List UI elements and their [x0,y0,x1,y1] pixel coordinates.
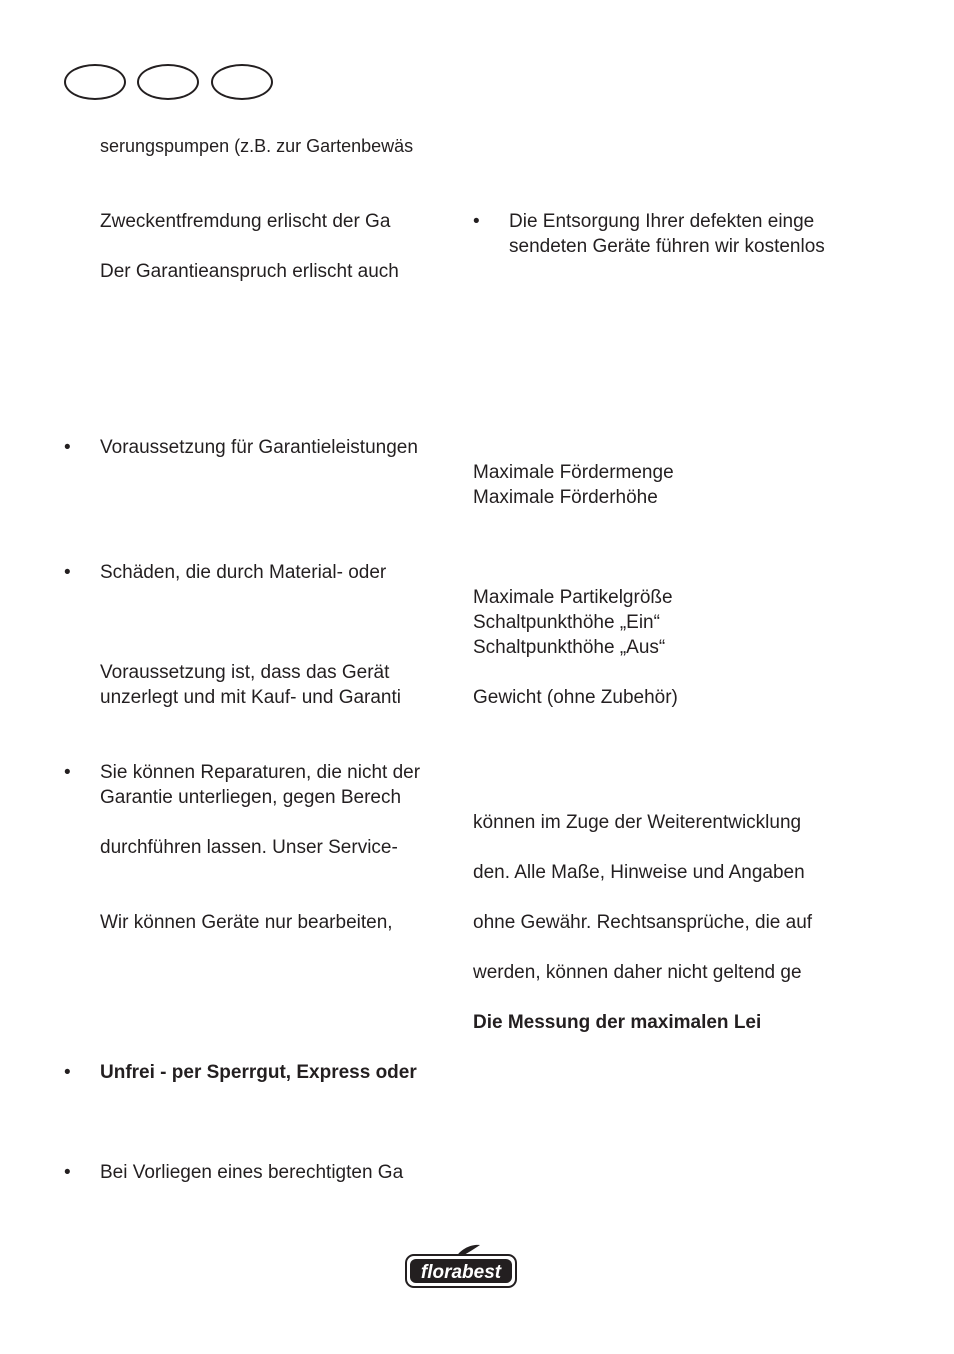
bullet-icon: • [64,437,71,458]
text-line: durchführen lassen. Unser Service- [100,837,398,858]
spec-label: Schaltpunkthöhe „Ein“ [473,612,660,633]
bullet-icon: • [64,562,71,583]
spec-label: Maximale Fördermenge [473,462,674,483]
spec-label: Maximale Partikelgröße [473,587,673,608]
bullet-icon: • [64,1062,71,1083]
bullet-icon: • [64,762,71,783]
bullet-text: Die Entsorgung Ihrer defekten einge [509,211,815,232]
bullet-icon: • [64,1162,71,1183]
spec-label: Gewicht (ohne Zubehör) [473,687,678,708]
bullet-text: Garantie unterliegen, gegen Berech [100,787,402,808]
bullet-text: Schäden, die durch Material- oder [100,562,387,583]
text-line: den. Alle Maße, Hinweise und Angaben [473,862,805,883]
text-line: Der Garantieanspruch erlischt auch [100,261,399,282]
bullet-text-bold: Unfrei - per Sperrgut, Express oder [100,1062,417,1083]
text-line: ohne Gewähr. Rechtsansprüche, die auf [473,912,813,933]
spec-label: Maximale Förderhöhe [473,487,658,508]
bullet-text: Bei Vorliegen eines berechtigten Ga [100,1162,404,1183]
text-line: Wir können Geräte nur bearbeiten, [100,912,393,933]
text-line: serungspumpen (z.B. zur Gartenbewäs [100,136,414,156]
text-line: können im Zuge der Weiterentwicklung [473,812,802,833]
language-oval-2 [137,64,199,100]
bullet-text: Voraussetzung für Garantieleistungen [100,437,418,458]
text-line: Voraussetzung ist, dass das Gerät [100,662,390,683]
florabest-logo [404,1243,518,1289]
bullet-text: sendeten Geräte führen wir kostenlos [509,236,825,257]
text-line: unzerlegt und mit Kauf- und Garanti [100,687,402,708]
text-line: werden, können daher nicht geltend ge [473,962,802,983]
text-line-bold: Die Messung der maximalen Lei [473,1012,762,1033]
language-oval-1 [64,64,126,100]
language-ovals [64,64,276,104]
bullet-text: Sie können Reparaturen, die nicht der [100,762,421,783]
text-line: Zweckentfremdung erlischt der Ga [100,211,391,232]
spec-label: Schaltpunkthöhe „Aus“ [473,637,666,658]
svg-text:florabest: florabest [420,1262,502,1283]
language-oval-3 [211,64,273,100]
bullet-icon: • [473,211,480,232]
